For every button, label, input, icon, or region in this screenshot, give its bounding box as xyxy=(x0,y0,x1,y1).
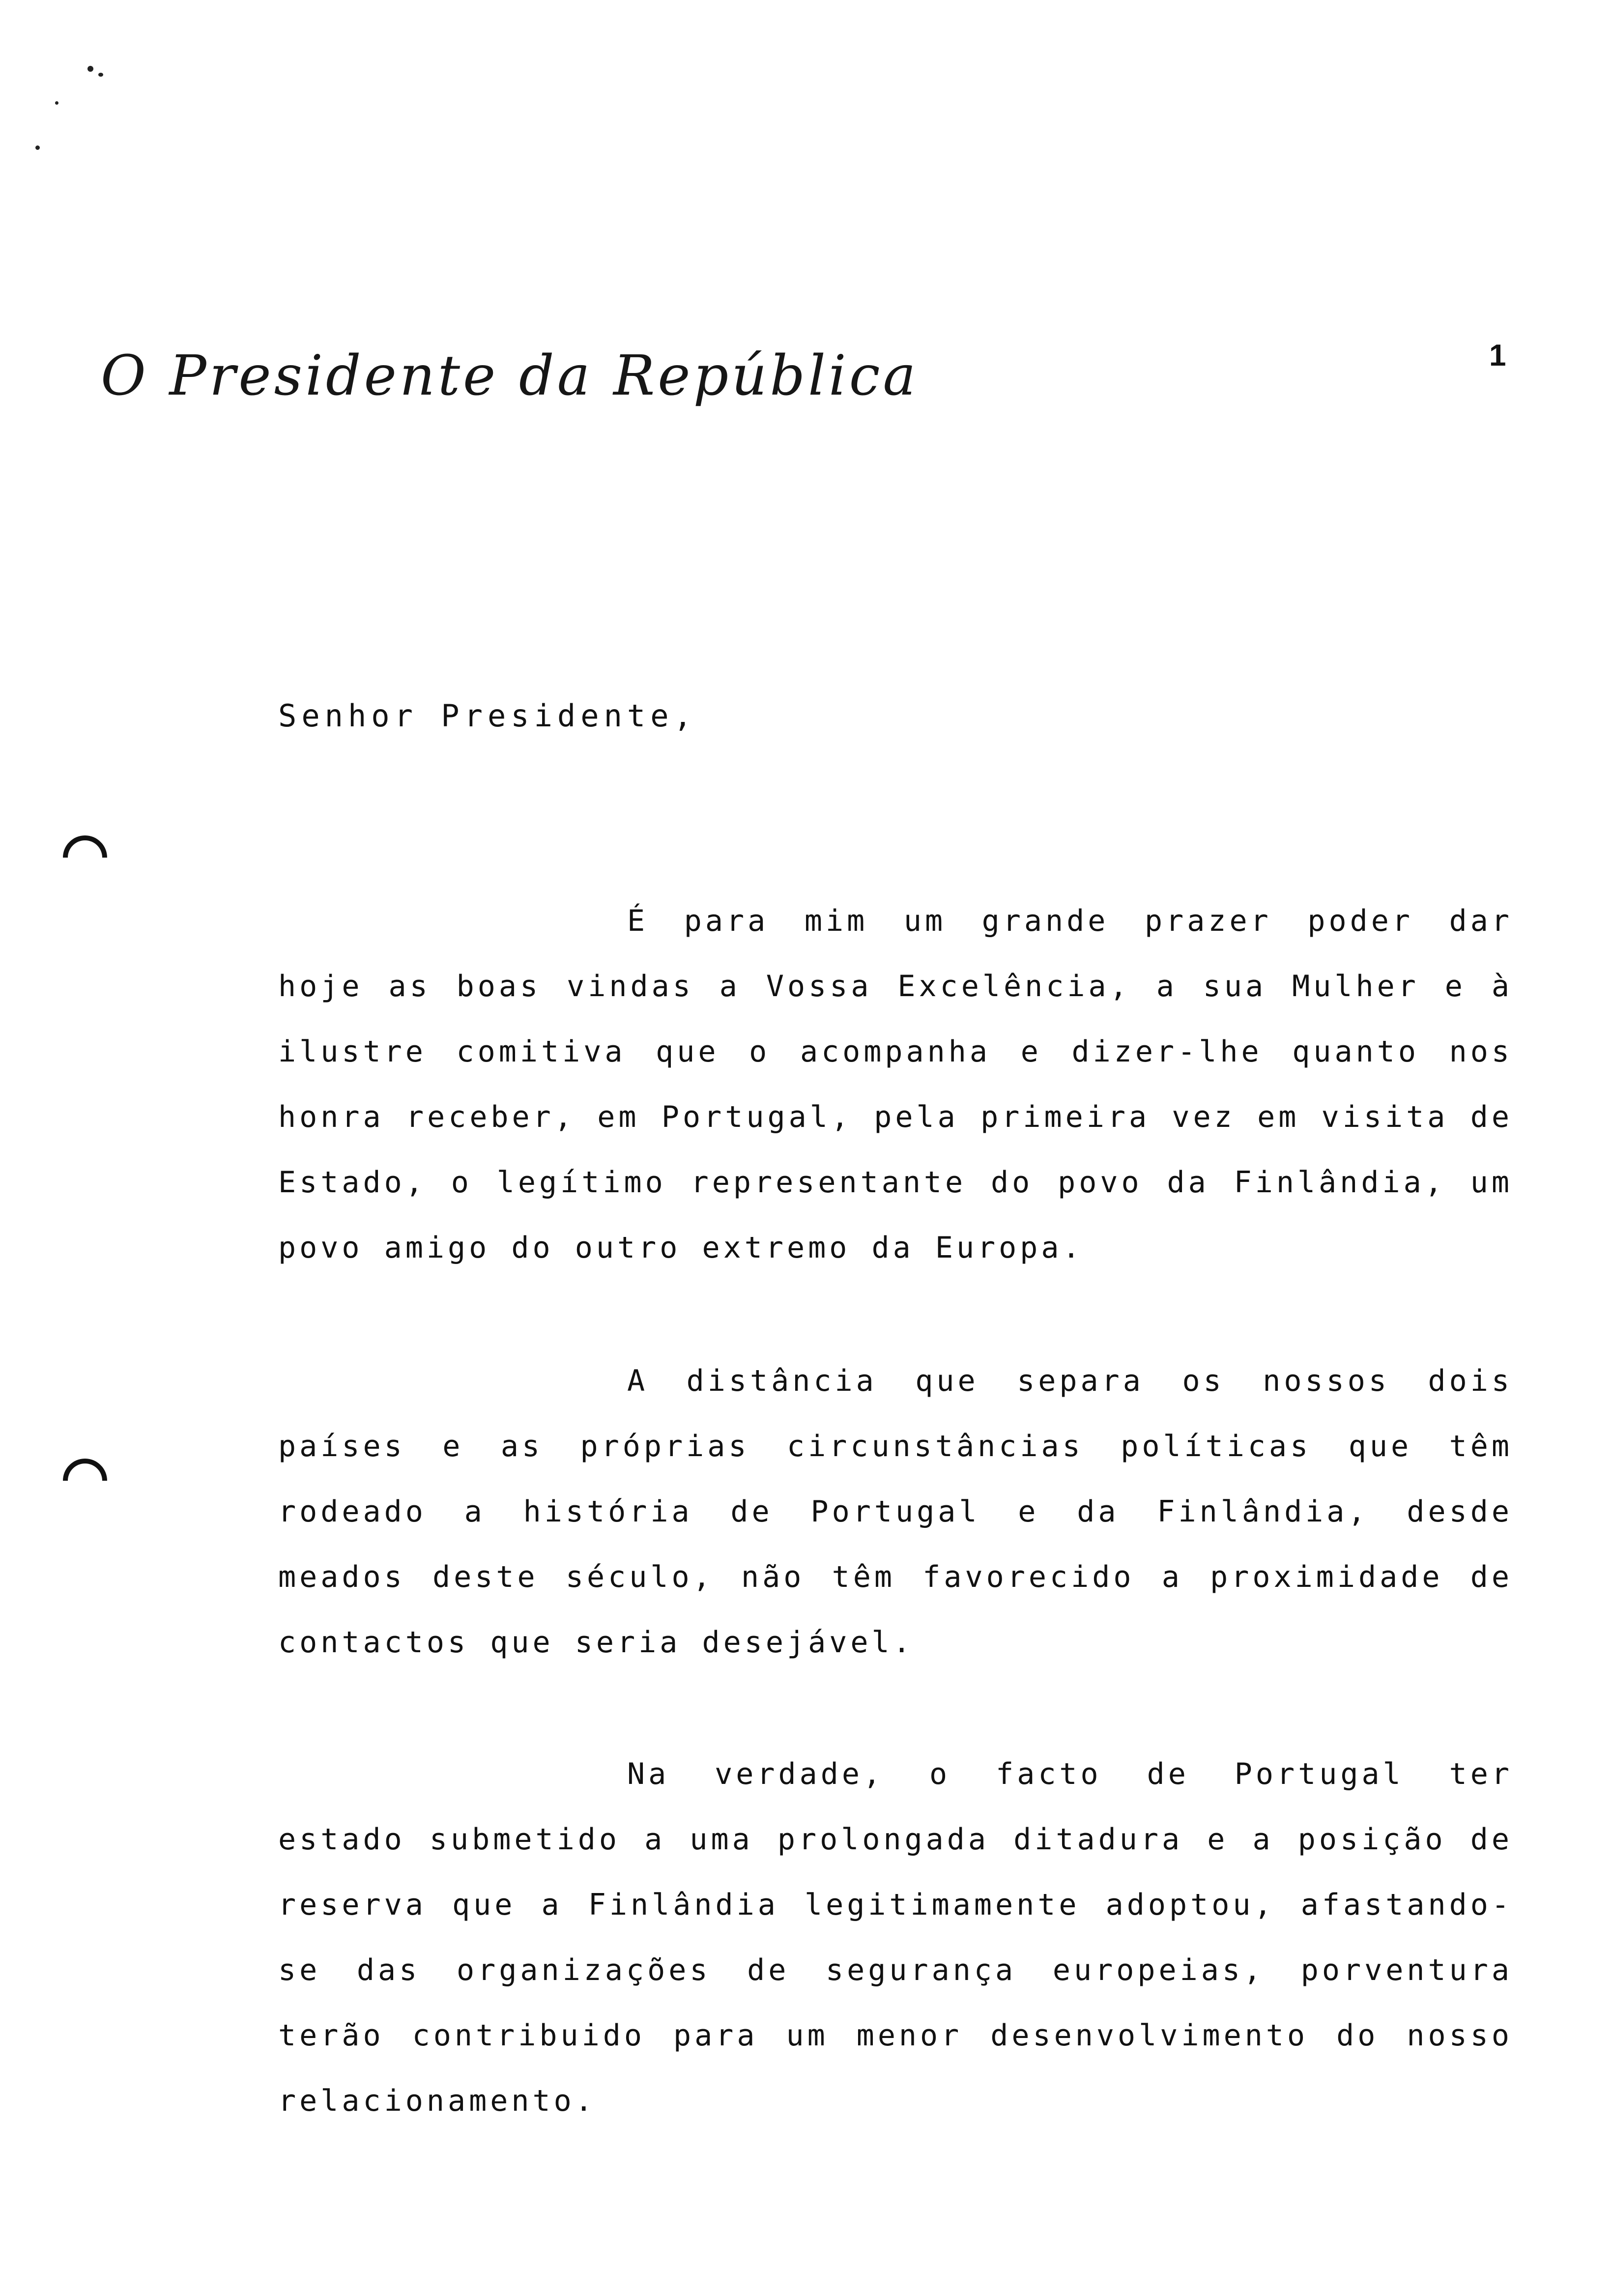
body-paragraph: A distância que separa os nossos dois países e as próprias circunstâncias políticas que têm rodeado a história de Portugal e da Finlândia, desde meados deste século, não têm favorecido a proximidade de contactos que seria desejável. xyxy=(278,1364,1513,1660)
scan-speck xyxy=(35,145,40,150)
scan-speck xyxy=(98,73,103,77)
punch-hole-mark xyxy=(54,826,116,889)
salutation: Senhor Presidente, xyxy=(278,698,697,734)
body-paragraph: É para mim um grande prazer poder dar hoje as boas vindas a Vossa Excelência, a sua Mulher e à ilustre comitiva que o acompanha e dizer-lhe quanto nos honra receber, em Portugal, pela primeira vez em visita de Estado, o legítimo representante do povo da Finlândia, um povo amigo do outro extremo da Europa. xyxy=(278,904,1513,1265)
letterhead-title: O Presidente da República xyxy=(101,344,919,408)
punch-hole-mark xyxy=(54,1449,116,1512)
scan-speck xyxy=(87,66,93,72)
page-number: 1 xyxy=(1489,339,1506,373)
body-paragraph: Na verdade, o facto de Portugal ter estado submetido a uma prolongada ditadura e a posição de reserva que a Finlândia legitimamente adoptou, afastando-se das organizações de segurança europeias, porventura terão contribuido para um menor desenvolvimento do nosso relacionamento. xyxy=(278,1757,1513,2118)
scan-speck xyxy=(55,101,58,105)
